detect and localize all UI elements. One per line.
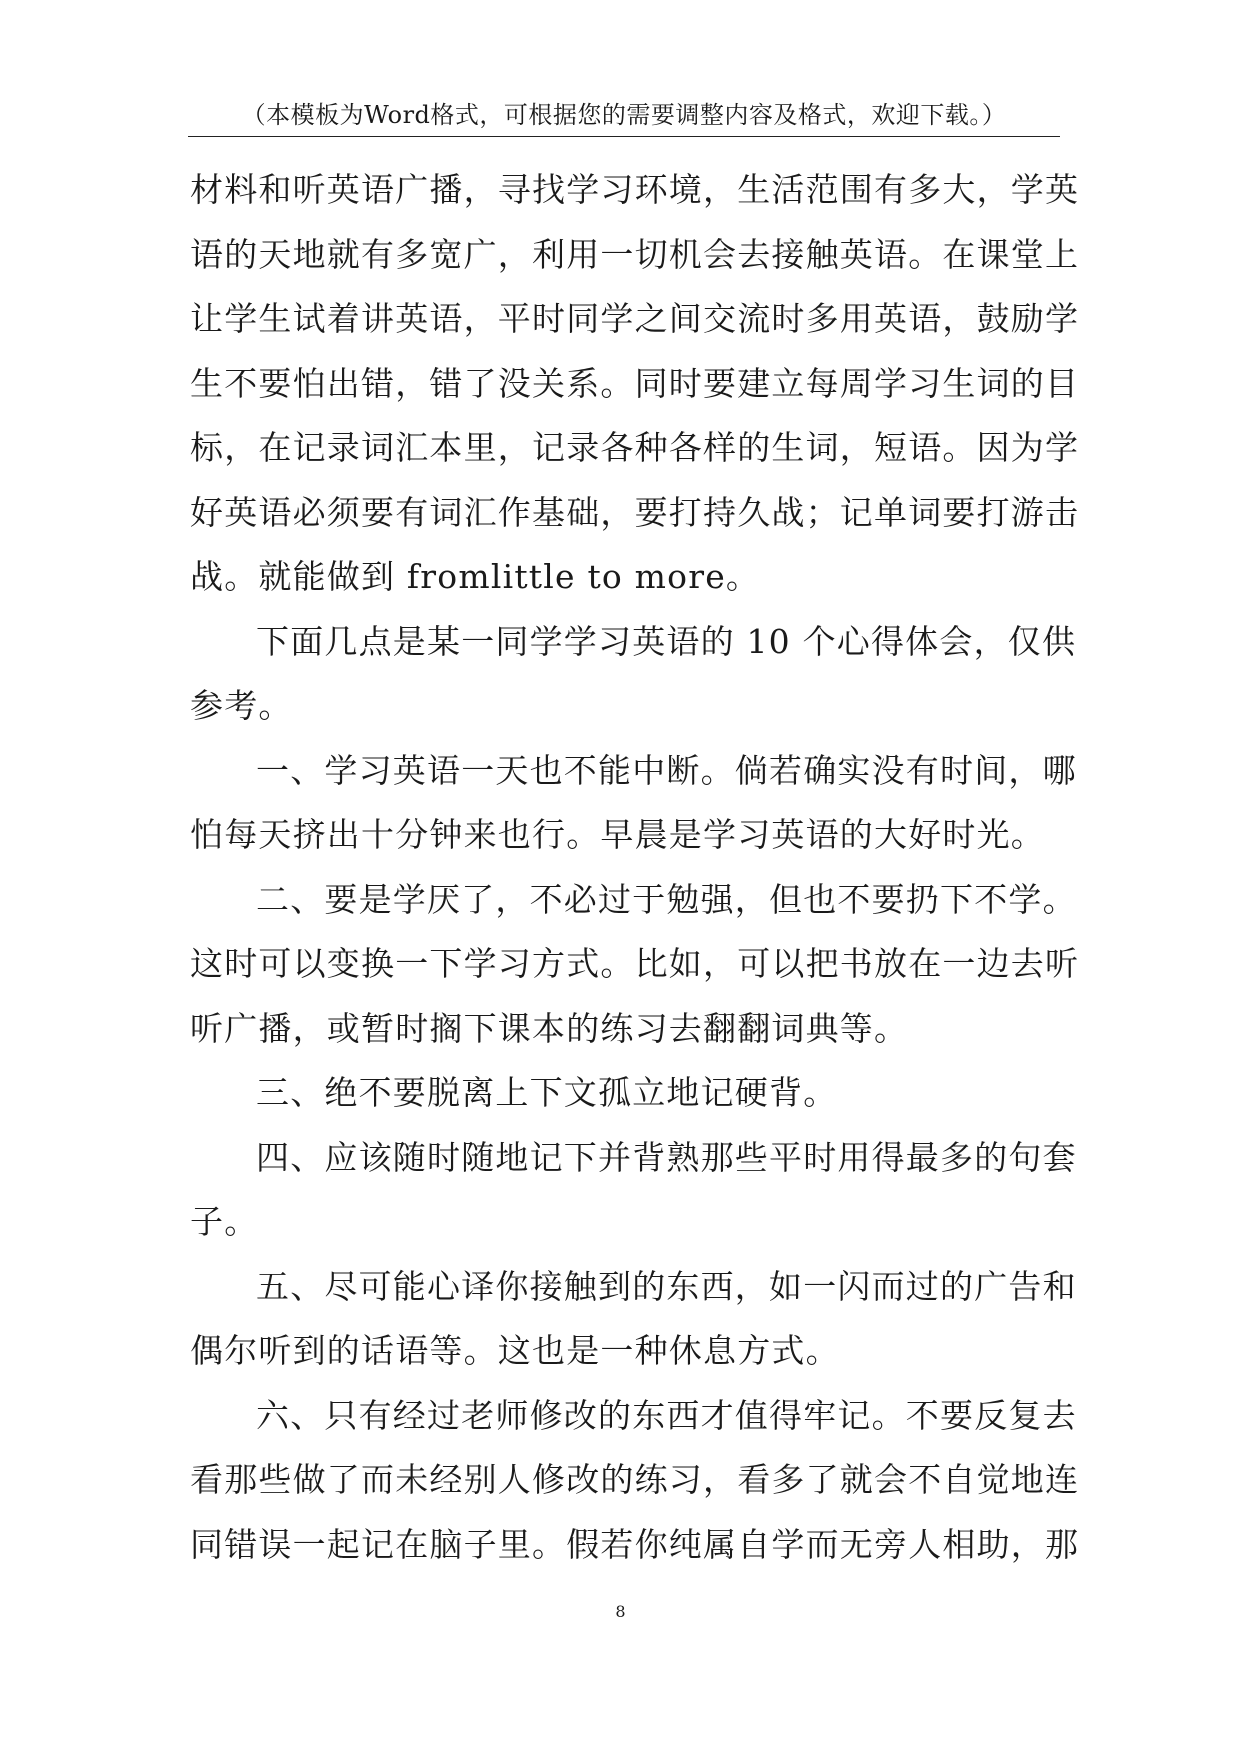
body-line: 标，在记录词汇本里，记录各种各样的生词，短语。因为学 (190, 428, 1080, 467)
paragraph-start-line: 四、应该随时随地记下并背熟那些平时用得最多的句套 (256, 1137, 1077, 1177)
body-line: 生不要怕出错，错了没关系。同时要建立每周学习生词的目 (190, 363, 1080, 403)
header-divider (188, 136, 1060, 137)
body-line: 好英语必须要有词汇作基础，要打持久战；记单词要打游击 (190, 492, 1080, 532)
paragraph-start-line: 六、只有经过老师修改的东西才值得牢记。不要反复去 (256, 1395, 1077, 1435)
body-line: 怕每天挤出十分钟来也行。早晨是学习英语的大好时光。 (190, 815, 1045, 854)
paragraph-start-line: 下面几点是某一同学学习英语的 10 个心得体会，仅供 (256, 621, 1077, 661)
paragraph-start-line: 三、绝不要脱离上下文孤立地记硬背。 (256, 1073, 838, 1112)
body-line: 看那些做了而未经别人修改的练习，看多了就会不自觉地连 (190, 1460, 1080, 1499)
body-line: 子。 (190, 1202, 259, 1241)
body-line: 同错误一起记在脑子里。假若你纯属自学而无旁人相助，那 (190, 1524, 1080, 1564)
document-body (190, 158, 1080, 1577)
paragraph-start-line: 一、学习英语一天也不能中断。倘若确实没有时间，哪 (256, 750, 1077, 790)
body-line: 参考。 (190, 686, 293, 725)
paragraph-start-line: 二、要是学厌了，不必过于勉强，但也不要扔下不学。 (256, 879, 1077, 919)
body-line: 偶尔听到的话语等。这也是一种休息方式。 (190, 1331, 840, 1370)
template-notice-header: （本模板为Word格式，可根据您的需要调整内容及格式，欢迎下载。） (241, 101, 1007, 129)
body-line: 战。就能做到 fromlittle to more。 (190, 557, 761, 596)
paragraph-start-line: 五、尽可能心译你接触到的东西，如一闪而过的广告和 (256, 1266, 1077, 1306)
body-line: 这时可以变换一下学习方式。比如，可以把书放在一边去听 (190, 944, 1080, 983)
body-line: 材料和听英语广播，寻找学习环境，生活范围有多大，学英 (190, 170, 1080, 209)
body-line: 听广播，或暂时搁下课本的练习去翻翻词典等。 (190, 1008, 909, 1048)
body-line: 让学生试着讲英语，平时同学之间交流时多用英语，鼓励学 (190, 299, 1080, 338)
body-line: 语的天地就有多宽广，利用一切机会去接触英语。在课堂上 (190, 234, 1080, 274)
page-number: 8 (615, 1602, 626, 1621)
